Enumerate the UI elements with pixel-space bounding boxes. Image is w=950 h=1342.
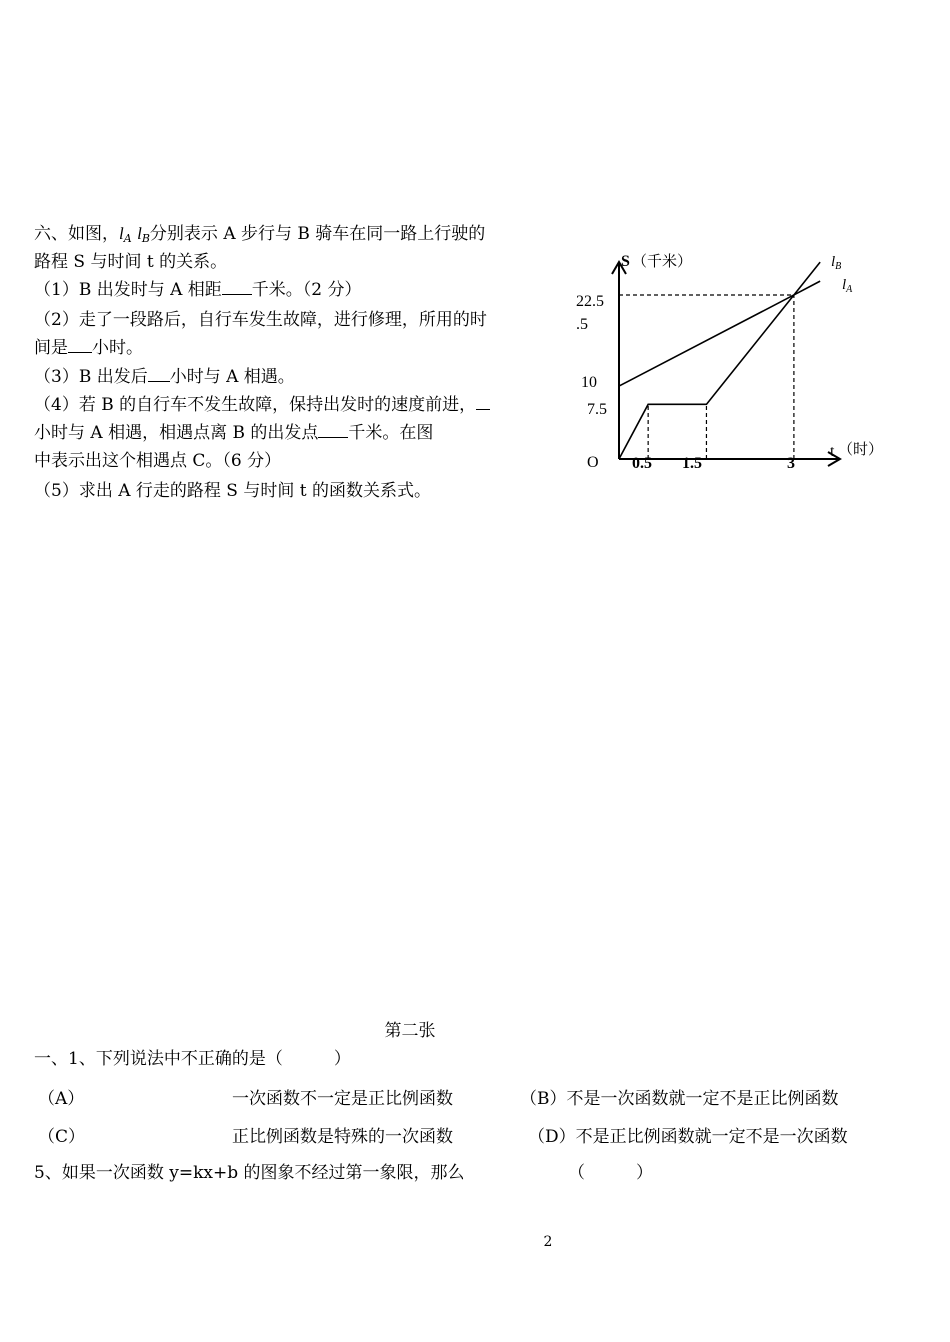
option-c-text: 正比例函数是特殊的一次函数 [232,1127,453,1147]
series-line-a [619,281,820,386]
option-b: （B）不是一次函数就一定不是正比例函数 [520,1089,839,1109]
option-a-text: 一次函数不一定是正比例函数 [232,1089,453,1109]
q6-part-5: （5）求出 A 行走的路程 S 与时间 t 的函数关系式。 [34,481,431,501]
question-5: 5、如果一次函数 y=kx+b 的图象不经过第一象限，那么 [34,1163,465,1183]
x-tick-3: 3 [787,455,795,472]
q6-part-4b: 小时与 A 相遇，相遇点离 B 的出发点 千米。在图 [34,423,434,443]
q6-part-2: （2）走了一段路后，自行车发生故障，进行修理，所用的时 [34,310,487,330]
q6-part-4c: 中表示出这个相遇点 C。（6 分） [34,451,282,471]
x-axis-unit: （时） [838,442,884,458]
option-c-label: （C） [38,1127,86,1147]
q6-part-4: （4）若 B 的自行车不发生故障，保持出发时的速度前进， [34,390,490,415]
q6-part-3: （3）B 出发后 小时与 A 相遇。 [34,367,295,387]
y-tick-7-5: 7.5 [587,401,607,418]
x-tick-0-5: 0.5 [632,455,652,472]
answer-blank-5 [318,423,348,438]
series-line-b [619,262,820,459]
option-d: （D）不是正比例函数就一定不是一次函数 [528,1127,848,1147]
la-symbol: l [119,224,124,243]
distance-time-chart [570,240,900,480]
question-1: 一、1、下列说法中不正确的是（ ） [34,1049,351,1069]
answer-blank-2 [68,338,92,353]
page-number: 2 [543,1234,553,1250]
q6-line-1: 六、如图，$l_A$ $l_B$分别表示 A 步行与 B 骑车在同一路上行驶的 [34,224,486,245]
lb-symbol: l [137,224,142,243]
answer-blank-1 [222,280,252,295]
y-tick-10: 10 [581,374,597,391]
question-5-paren: （ ） [568,1163,653,1183]
answer-blank-4 [476,395,490,410]
q6-part-2b: 间是 小时。 [34,338,143,358]
y-axis-label: S [621,253,630,270]
x-tick-1-5: 1.5 [682,455,702,472]
q6-line-2: 路程 S 与时间 t 的关系。 [34,252,228,272]
option-a-label: （A） [38,1089,85,1109]
line-b-label: $l_B$ [831,254,842,272]
line-a-label: $l_A$ [842,277,853,295]
x-axis-label: t [830,443,835,460]
origin-label: O [587,454,599,471]
q6-part-1: （1）B 出发时与 A 相距 千米。（2 分） [34,280,362,300]
y-axis-unit: （千米） [632,254,693,270]
answer-blank-3 [148,367,170,382]
y-tick-22-5: 22.5 [576,293,604,310]
sheet-title: 第二张 [384,1021,436,1041]
y-tick-stray: .5 [576,316,588,333]
